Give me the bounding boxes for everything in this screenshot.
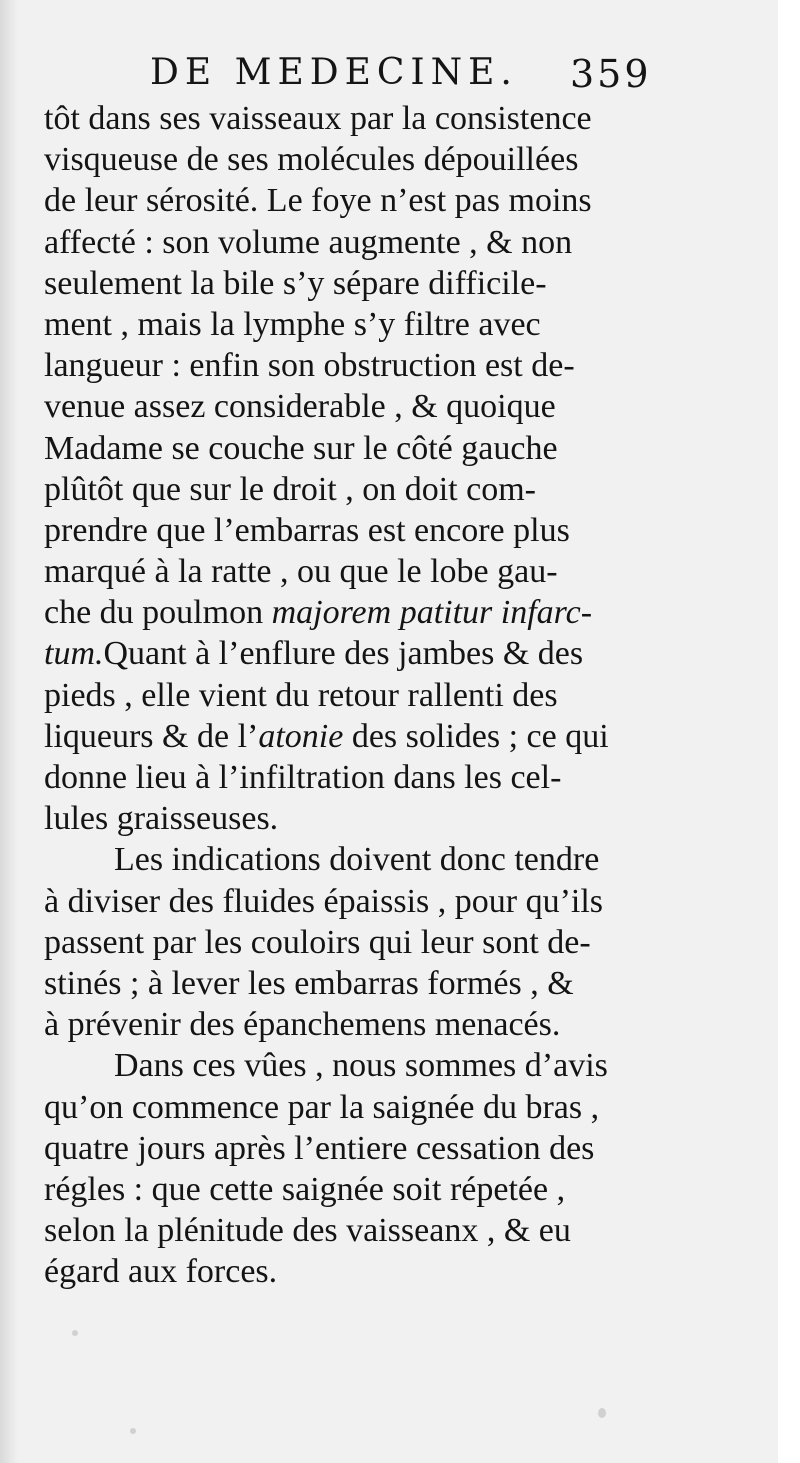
body-text bbox=[44, 98, 684, 1292]
text-run: passent par les couloirs qui leur sont de- bbox=[44, 923, 591, 961]
text-line bbox=[44, 304, 684, 345]
text-line bbox=[44, 1169, 684, 1210]
ink-speck bbox=[72, 1330, 78, 1336]
page-number: 359 bbox=[570, 52, 652, 96]
text-run: Les indications doivent donc tendre bbox=[114, 841, 600, 879]
text-run: che du poulmon bbox=[44, 594, 272, 632]
text-line bbox=[44, 798, 684, 839]
text-line bbox=[44, 716, 684, 757]
text-line bbox=[44, 592, 684, 633]
text-run: affecté : son volume augmente , & non bbox=[44, 223, 573, 261]
text-run: Dans ces vûes , nous sommes d’avis bbox=[114, 1047, 608, 1085]
text-run: venue assez considerable , & quoique bbox=[44, 388, 556, 426]
text-line bbox=[44, 1251, 684, 1292]
text-line bbox=[44, 1004, 684, 1045]
text-run: liqueurs & de l’ bbox=[44, 717, 259, 755]
text-line bbox=[44, 1210, 684, 1251]
text-run: Quant à l’enflure des jambes & des bbox=[103, 635, 584, 673]
text-line bbox=[44, 428, 684, 469]
text-run: à prévenir des épanchemens menacés. bbox=[44, 1006, 561, 1044]
text-run: régles : que cette saignée soit répetée , bbox=[44, 1170, 566, 1208]
text-line bbox=[44, 922, 684, 963]
text-line bbox=[44, 139, 684, 180]
text-line bbox=[44, 386, 684, 427]
text-line bbox=[44, 263, 684, 304]
text-run: qu’on commence par la saignée du bras , bbox=[44, 1088, 600, 1126]
text-line bbox=[44, 757, 684, 798]
text-run: pieds , elle vient du retour rallenti des bbox=[44, 676, 558, 714]
text-line bbox=[44, 881, 684, 922]
text-line bbox=[44, 345, 684, 386]
text-line bbox=[44, 1087, 684, 1128]
text-line bbox=[44, 675, 684, 716]
text-line bbox=[44, 180, 684, 221]
italic-phrase: atonie bbox=[258, 717, 344, 755]
ink-speck bbox=[598, 1408, 606, 1418]
text-line bbox=[44, 1128, 684, 1169]
text-run: plûtôt que sur le droit , on doit com- bbox=[44, 470, 536, 508]
text-run: langueur : enfin son obstruction est de- bbox=[44, 347, 575, 385]
text-line bbox=[44, 963, 684, 1004]
text-line bbox=[44, 839, 684, 880]
text-run: Madame se couche sur le côté gauche bbox=[44, 429, 558, 467]
text-line bbox=[44, 469, 684, 510]
text-run: marqué à la ratte , ou que le lobe gau- bbox=[44, 553, 558, 591]
text-line bbox=[44, 510, 684, 551]
text-run: ment , mais la lymphe s’y filtre avec bbox=[44, 305, 541, 343]
text-run: seulement la bile s’y sépare difficile- bbox=[44, 264, 547, 302]
ink-speck bbox=[130, 1428, 136, 1434]
text-run: de leur sérosité. Le foye n’est pas moins bbox=[44, 182, 592, 220]
text-line bbox=[44, 222, 684, 263]
text-run: quatre jours après l’entiere cessation des bbox=[44, 1129, 595, 1167]
text-run: stinés ; à lever les embarras formés , & bbox=[44, 964, 574, 1002]
italic-phrase: majorem patitur infarc- bbox=[271, 594, 593, 632]
page-right-margin bbox=[778, 0, 800, 1463]
text-run: lules graisseuses. bbox=[44, 800, 279, 838]
text-run: tôt dans ses vaisseaux par la consistence bbox=[44, 100, 592, 137]
text-run: selon la plénitude des vaisseanx , & eu bbox=[44, 1212, 571, 1250]
text-line bbox=[44, 551, 684, 592]
running-head: DE MEDECINE. bbox=[150, 52, 518, 93]
text-run: à diviser des fluides épaissis , pour qu’ils bbox=[44, 882, 604, 920]
text-run: visqueuse de ses molécules dépouillées bbox=[44, 141, 579, 179]
page-gutter-shadow bbox=[0, 0, 18, 1463]
text-run: donne lieu à l’infiltration dans les cel- bbox=[44, 759, 562, 796]
italic-phrase: tum. bbox=[44, 635, 104, 673]
text-line bbox=[44, 1045, 684, 1086]
text-line bbox=[44, 98, 684, 139]
text-run: des solides ; ce qui bbox=[343, 717, 609, 755]
text-run: égard aux forces. bbox=[44, 1253, 278, 1291]
text-line bbox=[44, 633, 684, 674]
text-run: prendre que l’embarras est encore plus bbox=[44, 511, 570, 549]
